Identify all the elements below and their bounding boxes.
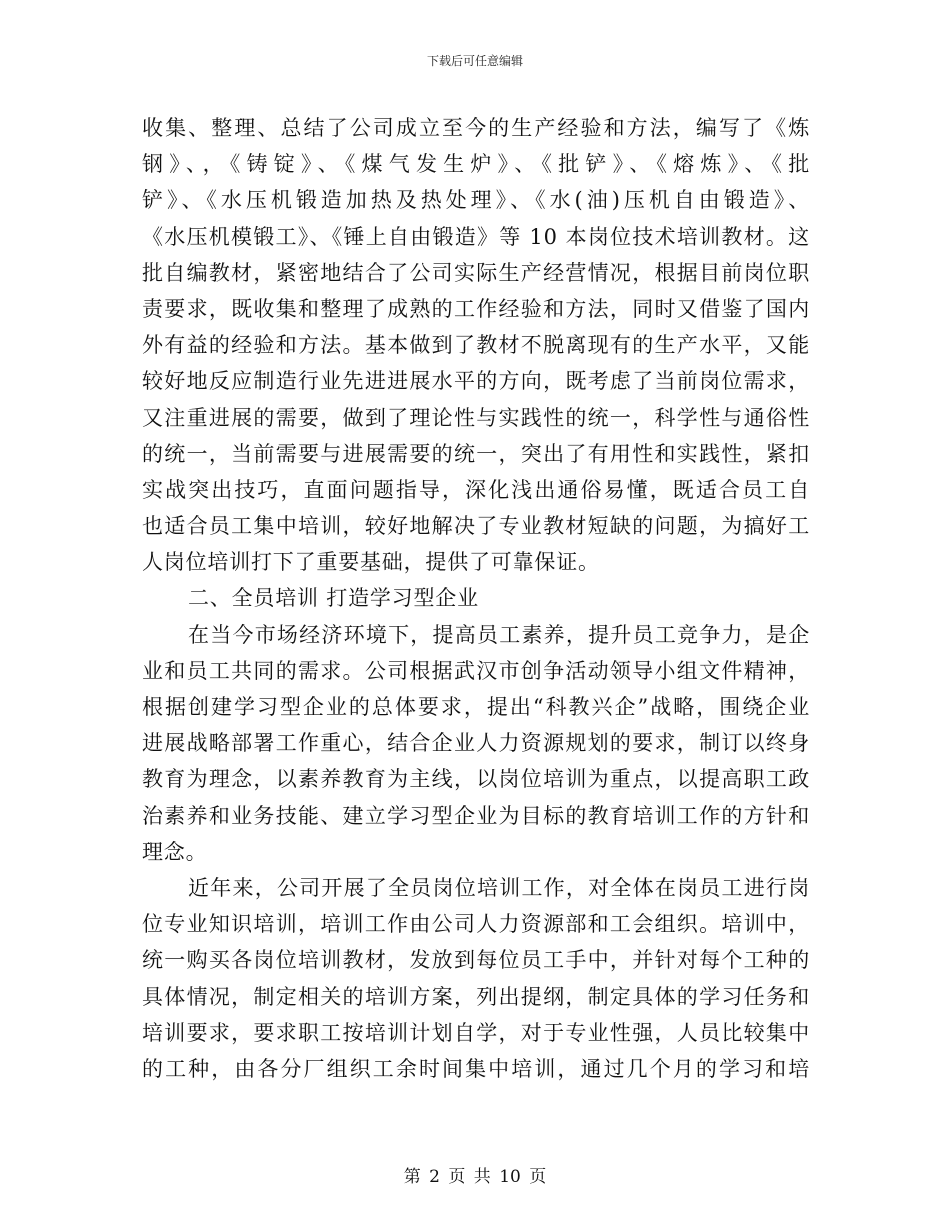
- page-footer: 第 2 页 共 10 页: [403, 1167, 547, 1187]
- text-line: 也适合员工集中培训，较好地解决了专业教材短缺的问题，为搞好工: [142, 514, 810, 539]
- text-line: 人岗位培训打下了重要基础，提供了可靠保证。: [142, 550, 600, 575]
- text-line: 统一购买各岗位培训教材，发放到每位员工手中，并针对每个工种的: [142, 948, 810, 973]
- text-line: 的统一，当前需要与进展需要的统一，突出了有用性和实践性，紧扣: [142, 441, 810, 466]
- page-header: 下载后可任意编辑: [426, 54, 523, 68]
- text-line: 的工种，由各分厂组织工余时间集中培训，通过几个月的学习和培: [142, 1056, 810, 1081]
- text-line: 培训要求，要求职工按培训计划自学，对于专业性强，人员比较集中: [142, 1020, 810, 1045]
- text-line: 责要求，既收集和整理了成熟的工作经验和方法，同时又借鉴了国内: [142, 296, 810, 321]
- text-line: 实战突出技巧，直面问题指导，深化浅出通俗易懂，既适合员工自: [142, 477, 810, 502]
- text-line: 根据创建学习型企业的总体要求，提出“科教兴企”战略，围绕企业: [142, 695, 810, 719]
- text-line: 较好地反应制造行业先进进展水平的方向，既考虑了当前岗位需求，: [142, 369, 810, 394]
- text-line: 理念。: [142, 839, 208, 864]
- text-line: 在当今市场经济环境下，提高员工素养，提升员工竞争力，是企: [188, 622, 810, 647]
- text-line: 近年来，公司开展了全员岗位培训工作，对全体在岗员工进行岗: [188, 875, 810, 900]
- text-line: 治素养和业务技能、建立学习型企业为目标的教育培训工作的方针和: [142, 803, 810, 828]
- document-body: [142, 110, 810, 1087]
- section-heading: 二、全员培训 打造学习型企业: [188, 586, 479, 611]
- text-line: 具体情况，制定相关的培训方案，列出提纲，制定具体的学习任务和: [142, 984, 810, 1009]
- text-line: 铲》、《水压机锻造加热及热处理》、《水(油)压机自由锻造》、: [142, 188, 810, 213]
- text-line: 钢》、，《铸锭》、《煤气发生炉》、《批铲》、《熔炼》、《批: [142, 152, 810, 177]
- text-line: 业和员工共同的需求。公司根据武汉市创争活动领导小组文件精神，: [142, 658, 810, 683]
- text-line: 《水压机模锻工》、《锤上自由锻造》等 10 本岗位技术培训教材。这: [142, 224, 810, 249]
- text-line: 又注重进展的需要，做到了理论性与实践性的统一，科学性与通俗性: [142, 405, 810, 430]
- text-line: 位专业知识培训，培训工作由公司人力资源部和工会组织。培训中，: [142, 912, 810, 937]
- text-line: 外有益的经验和方法。基本做到了教材不脱离现有的生产水平，又能: [142, 333, 810, 358]
- text-line: 教育为理念，以素养教育为主线，以岗位培训为重点，以提高职工政: [142, 767, 810, 792]
- text-line: 批自编教材，紧密地结合了公司实际生产经营情况，根据目前岗位职: [142, 260, 810, 285]
- text-line: 进展战略部署工作重心，结合企业人力资源规划的要求，制订以终身: [142, 731, 810, 756]
- text-line: 收集、整理、总结了公司成立至今的生产经验和方法，编写了《炼: [142, 116, 810, 140]
